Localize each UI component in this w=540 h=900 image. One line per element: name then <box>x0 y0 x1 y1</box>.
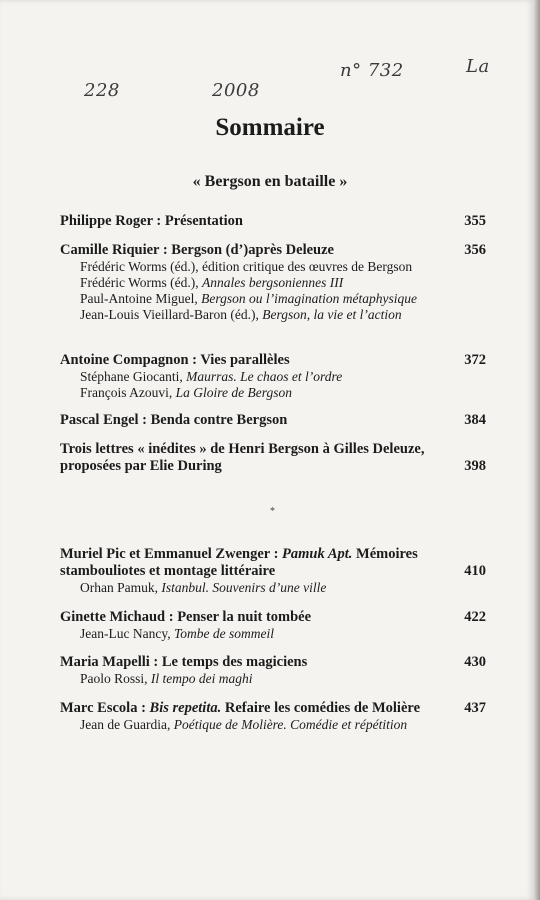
entry-page-number: 410 <box>464 563 486 579</box>
entry-page-number: 372 <box>464 352 486 368</box>
reviewed-title: Bergson ou l’imagination métaphysique <box>201 291 417 306</box>
entry-page-number: 355 <box>464 213 486 229</box>
entry-page-number: 384 <box>464 412 486 428</box>
toc-entry <box>60 213 486 230</box>
reviewed-title: Poétique de Molière. Comédie et répétition <box>173 717 408 732</box>
reviewed-work <box>60 259 460 275</box>
reviewed-title: Il tempo dei maghi <box>150 671 253 686</box>
reviewed-work <box>60 291 486 307</box>
reviewed-work <box>60 580 486 596</box>
reviewed-title: La Gloire de Bergson <box>175 385 292 400</box>
reviewed-work <box>60 275 486 291</box>
toc-entry <box>60 242 486 323</box>
entry-title-author: Marc Escola : <box>60 700 150 716</box>
entry-page-number: 437 <box>464 700 486 716</box>
reviewed-author: Jean-Luc Nancy, <box>80 626 174 641</box>
handwritten-corner-note: La <box>466 56 490 77</box>
section-divider-asterisk: * <box>270 506 275 517</box>
page-subtitle: « Bergson en bataille » <box>192 173 348 190</box>
reviewed-work <box>60 717 486 733</box>
reviewed-author: Paul-Antoine Miguel, <box>80 291 202 306</box>
reviewed-title: Istanbul. Souvenirs d’une ville <box>161 580 327 595</box>
reviewed-author: Stéphane Giocanti, <box>80 369 187 384</box>
reviewed-author: Jean de Guardia, <box>80 717 174 732</box>
reviewed-author: Frédéric Worms (éd.), <box>80 275 203 290</box>
handwritten-note-left: 228 <box>84 80 120 101</box>
toc-entry <box>60 441 486 475</box>
reviewed-title: édition critique des œuvres de Bergson <box>202 259 413 274</box>
toc-entry <box>60 352 486 401</box>
reviewed-author: Paolo Rossi, <box>80 671 151 686</box>
reviewed-author: François Azouvi, <box>80 385 176 400</box>
entry-title <box>60 700 440 717</box>
reviewed-author: Jean-Louis Vieillard-Baron (éd.), <box>80 307 263 322</box>
toc-entry <box>60 546 486 596</box>
toc-entry <box>60 700 486 733</box>
reviewed-author: Orhan Pamuk, <box>80 580 162 595</box>
reviewed-work <box>60 385 486 401</box>
reviewed-work <box>60 626 486 642</box>
entry-title-rest: Refaire les comédies de Molière <box>221 700 421 716</box>
toc-entry <box>60 654 486 687</box>
entry-title <box>60 546 440 580</box>
entry-title: Antoine Compagnon : Vies parallèles <box>60 352 290 368</box>
entry-title: Maria Mapelli : Le temps des magiciens <box>60 654 308 670</box>
entry-title-rest: Mémoires stambouliotes et montage littéraire <box>60 546 418 579</box>
reviewed-title: Annales bergsoniennes III <box>202 275 344 290</box>
entry-title-italic: Pamuk Apt. <box>282 546 353 562</box>
entry-title: Philippe Roger : Présentation <box>60 213 243 229</box>
reviewed-title: Maurras. Le chaos et l’ordre <box>186 369 343 384</box>
entry-title: Trois lettres « inédites » de Henri Bergson à Gilles Deleuze, proposées par Elie During <box>60 441 425 474</box>
reviewed-work <box>60 369 486 385</box>
entry-title: Camille Riquier : Bergson (d’)après Deleuze <box>60 242 334 258</box>
reviewed-work <box>60 307 486 323</box>
reviewed-author: Frédéric Worms (éd.), <box>80 259 203 274</box>
reviewed-title: Bergson, la vie et l’action <box>262 307 402 322</box>
entry-page-number: 356 <box>464 242 486 258</box>
page-edge-shadow <box>534 0 540 900</box>
entry-page-number: 398 <box>464 458 486 474</box>
reviewed-title: Tombe de sommeil <box>173 626 274 641</box>
entry-title-author: Muriel Pic et Emmanuel Zwenger : <box>60 546 283 562</box>
handwritten-number: n° 732 <box>340 60 404 81</box>
toc-entry <box>60 609 486 642</box>
toc-entry <box>60 412 486 429</box>
reviewed-work <box>60 671 486 687</box>
entry-page-number: 430 <box>464 654 486 670</box>
entry-title-italic: Bis repetita. <box>149 700 222 716</box>
entry-title: Pascal Engel : Benda contre Bergson <box>60 412 288 428</box>
entry-page-number: 422 <box>464 609 486 625</box>
entry-title: Ginette Michaud : Penser la nuit tombée <box>60 609 312 625</box>
page-title: Sommaire <box>215 114 325 141</box>
handwritten-year: 2008 <box>212 80 260 101</box>
